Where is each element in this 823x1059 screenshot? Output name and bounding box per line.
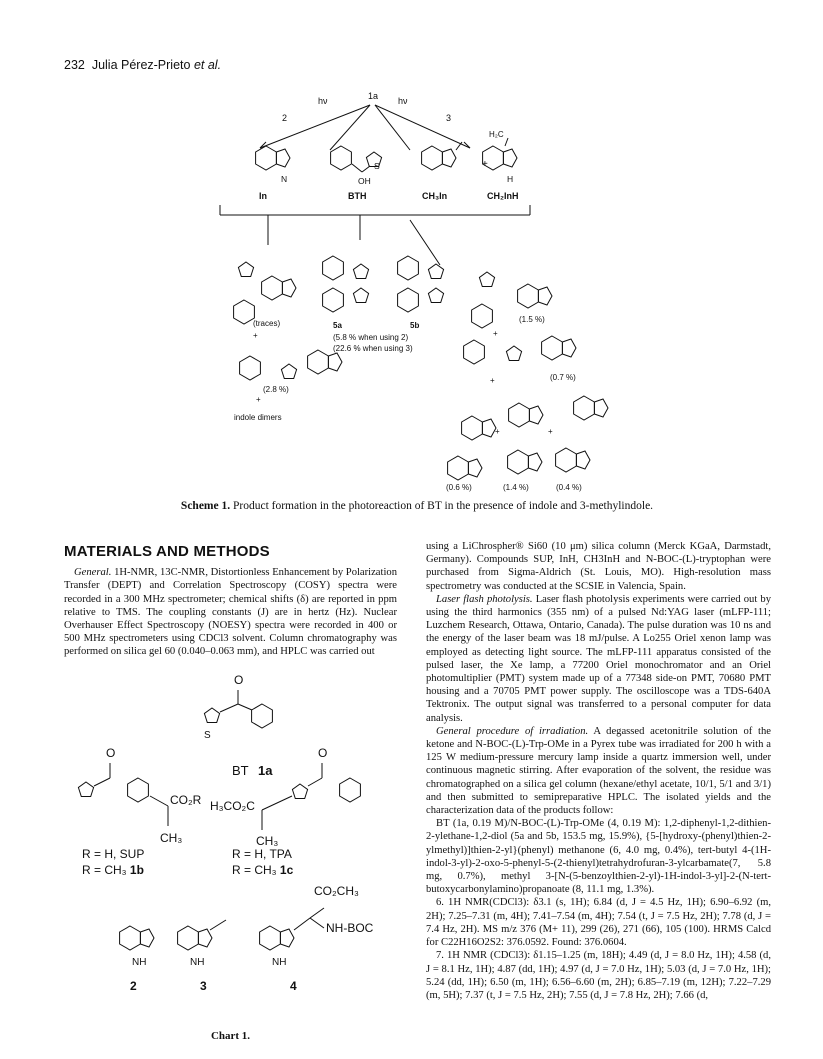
s-bt: S — [204, 730, 211, 741]
num-4-chart: 4 — [290, 979, 297, 993]
nmr-7-paragraph: 7. 1H NMR (CDCl3): δ1.15–1.25 (m, 18H); 4.49 (d, J = 8.0 Hz, 1H); 4.58 (d, J = 8.1 Hz, 1H); 4.87 (dd, 1H); 4.97 (d, J = 7.0 Hz, 1H); 5.03 (d, J = 7.0 Hz, 1H); 5.24 (dd, 1H); 6.50 (m, 1H); 6.56–6.60 (m, 2H); 6.85–7.19 (m, 12H); 7.22–7.29 (m, 5H); 7.37 (t, J = 7.5 Hz, 2H); 7.55 (d, J = 7.8 Hz, 2H); 7.66 (d, — [426, 950, 771, 1001]
pct-28: (2.8 %) — [263, 385, 289, 394]
authors: Julia Pérez-Prieto — [91, 58, 191, 72]
pct-58: (5.8 % when using 2) — [333, 333, 409, 342]
nh-4: NH — [272, 957, 287, 968]
page-number: 232 — [64, 58, 85, 72]
co2ch3: CO₂CH₃ — [314, 884, 359, 898]
num-3: 3 — [446, 113, 452, 123]
bt-label: BT — [232, 763, 249, 778]
plus-5: + — [495, 427, 500, 436]
pct-14: (1.4 %) — [503, 483, 529, 492]
nhboc: NH-BOC — [326, 921, 374, 935]
section-heading: MATERIALS AND METHODS — [64, 543, 270, 560]
products — [234, 256, 608, 480]
num-3-chart: 3 — [200, 979, 207, 993]
ch3-2: CH₃ — [256, 834, 279, 848]
right-column — [426, 540, 771, 1002]
plus-2: + — [493, 329, 498, 338]
lbl-5b: 5b — [410, 321, 420, 330]
ch3-1: CH₃ — [160, 831, 183, 845]
label-ch3in: CH₃In — [422, 191, 448, 201]
nh-2: NH — [132, 957, 147, 968]
general-lead: General. — [74, 567, 112, 579]
hv-right: hν — [398, 96, 408, 106]
num-2-chart: 2 — [130, 979, 137, 993]
irradiation-lead: General procedure of irradiation. — [436, 725, 589, 737]
yields-paragraph: BT (1a, 0.19 M)/N-BOC-(L)-Trp-OMe (4, 0.19 M): 1,2-diphenyl-1,2-dithien-2-ylethane-1,2-diol (5a and 5b, 153.5 mg, 15.9%), {5-[hydroxy-(phenyl)thien-2-ylmethyl)]thien-2-yl}(phenyl) methanone (6, 4.0 mg, 0.4%), tert-butyl 4-(1H-indol-3-yl)-2-oxo-5-phenyl-5-(2-thienyl)tetrahydrofuran-3-ylcarbamate(7, 5.8 mg, 0.7%), methyl 3-[N-(5-benzoylthien-2-yl)-1H-indol-3-yl]-2-(N-tert-butoxycarbonylamino)propanoate (8, 11.1 mg, 1.3%). — [426, 818, 771, 896]
scheme-caption-text: Product formation in the photoreaction of BT in the presence of indole and 3-methylindole. — [232, 500, 654, 512]
indole-dimers: indole dimers — [234, 413, 282, 422]
pct-06: (0.6 %) — [446, 483, 472, 492]
nmr-6-paragraph: 6. 1H NMR(CDCl3): δ3.1 (s, 1H); 6.84 (d, J = 4.5 Hz, 1H); 6.90–6.92 (m, 2H); 7.25–7.31 (m, 4H); 7.41–7.54 (m, 4H); 7.54 (t, J = 7.5 Hz, 2H); 7.78 (d, J = 7.4 Hz, 2H). MS m/z 376 (M+ 11), 299 (26), 271 (66), 105 (100). HRMS Calcd for C22H16O2S2: 376.0592. Found: 376.0604. — [426, 897, 771, 949]
plus-1: + — [253, 331, 258, 340]
o-tpa: O — [318, 746, 328, 760]
plus-4: + — [490, 376, 495, 385]
scheme-caption — [64, 500, 770, 512]
atom-oh: OH — [358, 176, 371, 186]
radicals-row — [256, 138, 517, 172]
label-1a: 1a — [368, 91, 379, 101]
hv-left: hν — [318, 96, 328, 106]
general-text: 1H-NMR, 13C-NMR, Distortionless Enhancement by Polarization Transfer (DEPT) and Correlation Spectroscopy (COSY) spectra were recorded in a 300 MHz spectrometer; chemical shifts (δ) are reported in ppm relative to TMS. The coupling constants (J) are in hertz (Hz). Nuclear Overhauser Effect Spectroscopy (NOESY) spectra were recorded in 400 or 500 MHz spectrometers using CDCl3 solvent. Column chromatography was performed on silica gel 60 (0.040–0.063 mm), and HPLC was carried out — [64, 567, 397, 658]
chart-structures — [78, 690, 360, 950]
laser-paragraph — [426, 593, 771, 725]
et-al: et al. — [193, 58, 222, 72]
pct-04: (0.4 %) — [556, 483, 582, 492]
general-paragraph — [64, 566, 397, 658]
pct-traces: (traces) — [253, 319, 281, 328]
plus-6: + — [548, 427, 553, 436]
atom-n: N — [281, 174, 288, 184]
h2c-label: H₂C — [489, 130, 504, 139]
laser-text: Laser flash photolysis experiments were carried out by using the third harmonics (355 nm) of a pulsed Nd:YAG laser (mLFP-111; Luzchem Research, Ottawa, Ontario, Canada). The pulse duration was 10 ns and the energy of the laser beam was 18 mJ/pulse. A Lo255 Oriel xenon lamp was employed as detecting light source. The mLFP-111 apparatus consisted of the pulsed laser, the Xe lamp, a 77200 Oriel monochromator and an Oriel photomultiplier (PMT) system made up of a 77348 side-on PMT, 70680 PMT housing and a 70705 PMT power supply. The oscilloscope was a TDS-640A Tektronix. The output signal was transferred to a personal computer for data analysis. — [426, 593, 771, 724]
r-h-sup: R = H, SUP — [82, 847, 145, 861]
atom-h: H — [507, 174, 514, 184]
pct-07: (0.7 %) — [550, 373, 576, 382]
plus-3: + — [256, 395, 261, 404]
r-ch3-1b: R = CH₃ 1b — [82, 863, 144, 877]
atom-s: S — [374, 161, 380, 171]
h3co2c: H₃CO₂C — [210, 799, 255, 813]
irradiation-text: A degassed acetonitrile solution of the ketone and N-BOC-(L)-Trp-OMe in a Pyrex tube was irradiated for 200 h with a 125 W medium-pressure mercury lamp inside a quartz immersion well, under continuous magnetic stirring. After evaporation of the solvent, the residue was chromatographed on a silica gel column (hexane/ethyl acetate, 10/1, 5/1 and 3/1) and then submitted to semipreparative HPLC. The isolated yields and the characterization data of the products follow: — [426, 725, 771, 817]
scheme-caption-label: Scheme 1. — [180, 500, 231, 512]
label-bth: BTH — [348, 191, 367, 201]
bt-num: 1a — [258, 763, 273, 778]
o-bt: O — [234, 673, 244, 687]
r-h-tpa: R = H, TPA — [232, 847, 292, 861]
lbl-5a: 5a — [333, 321, 342, 330]
label-ch2inh: CH₂InH — [487, 191, 519, 201]
pct-15: (1.5 %) — [519, 315, 545, 324]
co2r: CO₂R — [170, 793, 202, 807]
chart-caption: Chart 1. — [210, 1030, 251, 1042]
scheme-arrows — [220, 105, 530, 265]
right-p0: using a LiChrospher® Si60 (10 μm) silica column (Merck KGaA, Darmstadt, Germany). Compounds SUP, InH, CH3InH and N-BOC-(L)-tryptophan were purchased from Sigma-Aldrich (St. Louis, MO). High-resolution mass spectrometry was conducted at the SCSIE in Valencia, Spain. — [426, 541, 771, 592]
plus: + — [482, 159, 488, 170]
label-in: In — [259, 191, 267, 201]
nh-3: NH — [190, 957, 205, 968]
r-ch3-1c: R = CH₃ 1c — [232, 863, 294, 877]
num-2: 2 — [282, 113, 288, 123]
irradiation-paragraph — [426, 725, 771, 817]
pct-226: (22.6 % when using 3) — [333, 344, 413, 353]
o-sup: O — [106, 746, 116, 760]
left-column — [64, 545, 397, 659]
laser-lead: Laser flash photolysis. — [436, 593, 533, 605]
